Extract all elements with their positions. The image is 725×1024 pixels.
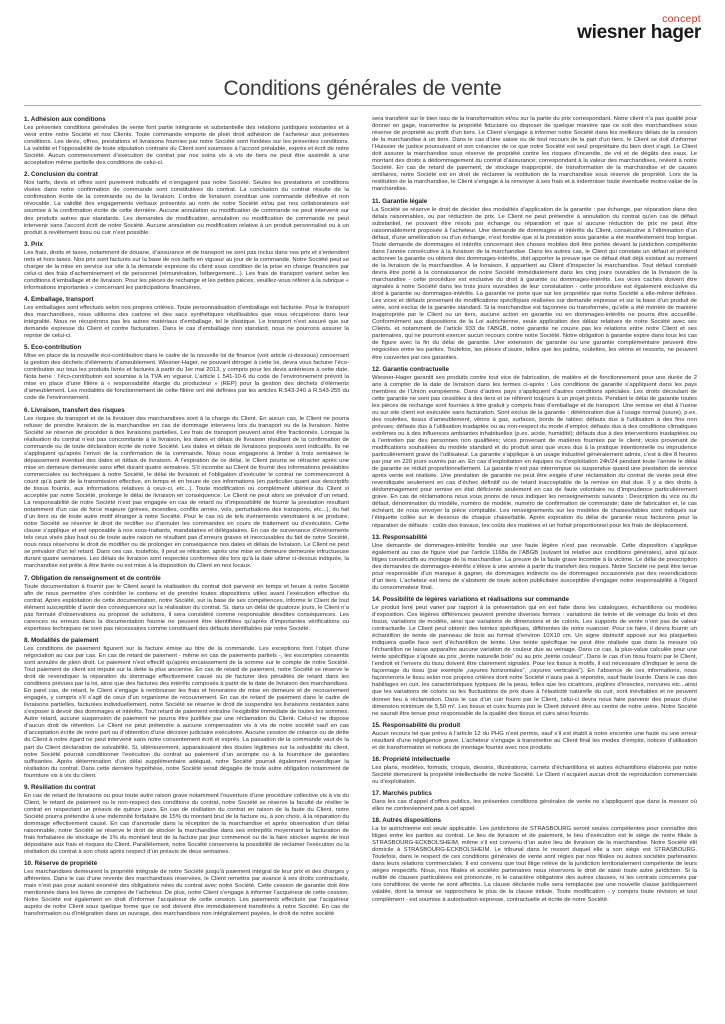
section-text: La Société se réserve le droit de décider des modalités d’application de la garantie : par échange, par réparation dans des délais raisonnables, ou par réduction de prix. Le Client ne peut prétendre à annulation du contrat qu’en cas de défaut substantiel, ne pouvant être résolu par échange ou réparation et que si aucune réduction de prix ne peut être raisonnablement proposée à l’acheteur. Une demande de dommages et intérêts du Client, consécutive à l’élimination d’un défaut, d’une amélioration ou d’un échange, n’est fondée que si la prestation sous garantie a été manifestement trop longue. Toute demande de dommages et intérêts concernant des choses mobiles doit être portée devant la juridiction compétente dans l’année consécutive à la livraison de la marchandise. Dans les autres cas, le Client qui constate un défaut et prétend actionner la garantie ou obtenir des dommages-intérêts, doit apporter la preuve que ce défaut était déjà existant au moment de la livraison de la marchandise. À la livraison, il appartient au Client d’inspecter la marchandise. Tout défaut constaté devra être porté à la connaissance de notre Société immédiatement dans les cinq jours ouvrables de la livraison de la marchandise - cette procédure est exclusive du droit à garantie ou dommages-intérêts. Les vices cachés doivent être signalés à notre Société dans les trois jours ouvrables de leur constatation - cette procédure est également exclusive du droit à garantie ou dommages-intérêts. La garantie ne porte que sur les propriétés que notre Société a elle-même définies. Les vices et défauts provenant de modifications spécifiques réalisées sur demande expresse et sur la base d’un produit de série, sont exclus de la garantie standard. Si la marchandise est façonnée ou transformée, qu’elle a été montée de manière inappropriée par le Client ou un tiers, aucune action en garantie ou en dommages-intérêts ne pourra être accueillie. Conformément aux dispositions de la Loi autrichienne, seule application des délais relatives de notre Société avec ses Clients, et notamment de l’article 933 de l’ABGB, notre garantie ne couvre pas les relations entre notre Client et ses partenaires, qui ne pourront exercer aucun recours contre notre Société. Notre obligation à garantie expire dans tous les cas de figure avec la fin du délai de garantie. Une extension de garantie ou une garantie complémentaire peuvent être négociées entre les parties. Toutefois, les pièces d’usure, telles que les patins, roulettes, les vérins et ressorts, ne peuvent être couvertes par ces garanties. (372, 206, 697, 361)
terms-section (372, 790, 697, 813)
section-heading: 7. Obligation de renseignement et de contrôle (24, 574, 161, 582)
title-divider (24, 105, 701, 106)
section-heading: 9. Résiliation du contrat (24, 783, 96, 791)
section-heading: 8. Modalités de paiement (24, 636, 99, 644)
section-text: Une demande de dommages-intérêts fondée sur une faute légère n’est pas recevable. Cette disposition s’applique également au cas de figure visé par l’article 1168a de l’ABGB (suivant loi relative aux conditions générales), ainsi qu’aux litiges consécutifs au montage de la marchandise. La preuve de la faute grave incombe à la victime. Le délai de prescription des demandes de dommages-intérêts s’élève à une année à partir du transfert des risques. Notre Société ne peut être tenue pour responsable d’un manque à gagner, de dommages indirects ou de dommages occasionnés par des revendications d’un tiers. L’acheteur est tenu de s’abstenir de toute action publicitaire susceptible d’engager notre responsabilité à l’égard du consommateur final. (372, 542, 697, 591)
terms-section (372, 722, 697, 752)
section-text: Aucun recours tel que prévu à l’article 12 du PHG n’est permis, sauf s’il est établi à notre encontre une faute ou une erreur résultant d’une négligence grave. L’acheteur s’engage à transmettre au Client final les modes d’emploi, notices d’utilisation et de transformation et notices de montage fournis avec nos produits. (372, 730, 697, 751)
section-text: Nos tarifs, devis et offres sont purement indicatifs et n’engagent pas notre Société. Seules les prestations et conditions visées dans notre confirmation de commande sont constitutives du contrat. La conclusion du contrat résulte de la confirmation écrite de la commande ou de la livraison. L’ordre de livraison constitue une commande définitive et non révocable. La validité des engagements verbaux présentés au nom de notre Société et/ou par nos collaborateurs est soumise à la confirmation écrite de cette dernière. Aucune annulation ou modification de commande ne peut intervenir sur des produits autres que standards. Les demandes de modification, annulation ou modification de commande ne peut intervenir sans l’accord écrit de notre Société. Aucune annulation ou modification relative à un produit personnalisé ou à un produit à revêtement tissu ou cuir n’est possible. (24, 180, 349, 236)
section-heading: 17. Marchés publics (372, 789, 432, 797)
section-text: Le produit livré peut varier par rapport à la présentation qui en est faite dans les catalogues, échantillons ou modèles d’exposition. Ces légères différences peuvent prendre diverses formes : variations de teinte et de veinage du bois et des tissus, variations de modèle, ainsi que variations de dimensions et de coloris. Les supports de vente n’ont pas de valeur contractuelle. Le Client peut obtenir des teintes spécifiques, différentes de notre nuancier. Pour ce faire, il devra fournir un échantillon de teinte de panneau de bois au format d’environ 10X10 cm. Un signe distinctif apposé sur les plaquettes indiquera quelle face sert d’échantillon de teinte. Une teinte spécifique ne peut être réalisée que dans la mesure où l’échantillon ne laisse apparaître aucune variation de couleur due au veinage. Dans ce cas, la plus-value calculée pour une teinte spécifique s’ajoute au prix „teinte naturelle bois“ ou au prix „teinte couleur“. Dans le cas d’un tissu fourni par le Client, l’endroit et l’envers du tissu doivent être clairement signalés. Pour les tissus à motifs, il est nécessaire d’indiquer le sens de façonnage du tissu (par exemple „rayures horizontales“, „rayures verticales“). En l’absence de ces informations, nous façonnerons le tissu selon nos propres critères dont notre Société n’aura pas à répondre, sauf faute lourde. Dans le cas des habillages en cuir, les caractéristiques typiques de la peau, telles que les cicatrices, piqûres d’insectes, nervures etc...ainsi que les variations de coloris ou les fluctuations de prix dues à l’élasticité naturelle du cuir, sont inévitables et ne peuvent donner lieu à réclamation. Dans le cas d’un cuir fourni par le Client, celui-ci devra nous faire parvenir des peaux d’une dimension minimum de 5,50 m². Les tissus et cuirs fournis par le Client doivent être au centre de notre usine. Notre Société ne saurait être tenue pour responsable de la qualité des tissus et cuirs ainsi fournis. (372, 604, 697, 717)
terms-section (24, 296, 349, 340)
section-heading: 11. Garantie légale (372, 197, 428, 205)
section-text: En cas de retard de livraisons ou pour toute autre raison grave notamment l’ouverture d’une procédure collective vis à vis du Client, le retard de paiement ou le non-respect des conditions du contrat, notre Société se réserve la faculté de résilier le contrat en respectant un préavis de quinze jours. En cas de résiliation du contrat en raison de la faute du Client, notre Société pourra prétendre à une indemnité forfaitaire de 15% du montant brut de la facture ou, à son choix, à la réparation du dommage effectivement causé. En cas d’anomalie dans la réception de la marchandise et après observation d’un délai raisonnable, notre Société se réserve le droit de stocker la marchandise dans ses entrepôts moyennant la facturation de frais forfaitaires de stockage de 1% du montant brut de la facture par jour commencé ou de la faire stocker auprès de tout dépositaire aux frais et risques du Client. Parallèlement, notre Société conservera la possibilité de réclamer l’exécution ou la résiliation du contrat à son choix après respect d’un préavis de deux semaines. (24, 792, 349, 856)
section-text: Les conditions de paiement figurent sur la facture émise au titre de la commande. Les exceptions font l’objet d’une négociation au cas par cas. En cas de retard de paiement - même en cas de paiements partiels -, les escomptes consentis sont annulés de plein droit. Le paiement n’est effectif qu’après encaissement de la somme sur le compte de notre Société. Tout paiement de client est imputé sur la dette la plus ancienne. En cas de retard de paiement, notre Société se réserve le droit de revendiquer la réparation du dommage effectivement causé ou de facturer des pénalités de retard dans les conditions prévues par la loi, ainsi que des factures des intérêts composés à partir de la date de livraison des marchandises. En parel cas, de retard, le Client s’engage à rembourser les frais et honoraires de mise en demeure et de recouvrement engagés, y compris s’il s’agit de ceux d’un organisme de recouvrement. En cas de retard de paiement dans le cadre de livraisons partielles, facturées individuellement, notre Société se réserve le droit de suspendre les livraisons restantes sans s’exposer à devoir des dommages et intérêts. Tout retard de paiement entraîne l’exigibilité immédiate de toutes les sommes. Autre retard, aucune suspension de paiement ne pourra être justifiée par une réclamation du Client. Celui-ci ne dispose d’aucun droit de rétention. Le Client ne peut prétendre à aucune compensation vis à vis de notre société sauf en cas d’acceptation écrite de notre part ou d’obtention d’une décision judiciaire exécutoire. Aucune cession de créance ou de dette du Client à notre égard ne peut intervenir sans notre consentement écrit et exprès. La passation de la commande vaut de la part du Client déclaration de solvabilité. Si, ultérieurement, apparaissaient des doutes légitimes sur la solvabilité du client, notre Société pourrait conditionner l’exécution du contrat au paiement d’un acompte ou à la fourniture de garanties suffisantes. Après détermination d’un délai supplémentaire adéquat, notre Société pourrait également revendiquer la résiliation du contrat. Dans cette dernière hypothèse, notre Société serait dégagée de toute autre obligation notamment de fourniture vis à vis du client. (24, 645, 349, 779)
section-heading: 15. Responsabilité du produit (372, 721, 461, 729)
section-heading: 2. Conclusion du contrat (24, 171, 98, 179)
terms-section (24, 407, 349, 571)
left-column (24, 116, 349, 1016)
section-heading: 3. Prix (24, 240, 43, 248)
section-text: Wiesner-Hager garantit ses produits contre tout vice de fabrication, de matière et de fonctionnement pour une durée de 2 ans à compter de la date de livraison dans les termes ci-après : Les conditions de garantie s’appliquent dans les pays membres de l’Union européenne. Dans d’autres pays s’appliquent d’autres conditions spéciales. Les droits découlant de cette garantie ne sont pas cessibles à des tiers et se réfèrent toujours à un projet précis. Pendant le délai de garantie toutes les pièces de rechange sont fournies à titre gratuit y compris frais d’emballage et de transport. Une remise en état à l’usine ou sur site client est exécutée sans facturation. Sont exclus de la garantie : détérioration due à l’usage normal (usure), p.ex. des roulettes, tissus d’ameublement, vérins à gaz, surfaces, bords de tables; défauts dus à l’utilisation à des fins non prévues; défauts dus à l’utilisation inadaptée ou au non-respect du mode d’emploi; défauts dus à des conditions climatiques extrêmes ou à des influences ambiantes inhabituelles (p.ex. acide, humidité); défauts dus à des interventions inadaptées ou à l’entretien par des personnes non qualifiées; vices provenant de matières fournies par le client; vices provenant de modifications souhaitées du modèle standard et du produit ainsi que vices dus à la pratique intentionnelle ou imprudence particulièrement grave de l’utilisateur. La garantie s’applique à un usage industriel généralement admis, c’est à dire 8 heures par jour en 220 jours ouvrés par an. En cas d’exploitation en équipes ou d’exploitation 24h/24 pendant toute l’année le délai de garantie se réduit proportionnellement. La garantie n’est pas interrompue ou suspendue quand une prestation de service après vente est réalisée. Une prestation de garantie ne peut être exigée d’une réclamation du contrat de vente peut être revendiquée seulement en cas d’échec définitif ou de retard inacceptable de la remise en état due. Il y a des droits à dédommagement pour remise en état déficiente seulement en cas de faute volontaire ou d’imprudence particulièrement grave. En cas de réclamations nous vous prions de nous indiquer les renseignements suivants : Description du vice ou du défaut, dénomination du modèle, numéro de modèle, numéro de confirmation de commande; date de fabrication et, le cas échéant, de nous envoyer la pièce comptable. Les renseignements sur les modèles de chaises/tables sont indiqués sur l’étiquette collée sur le dessous de chaque chaise/table. Après expiration du délai de garantie nous facturons pour la réparation de défauts : coûts des travaux, les coûts des matières et un forfait proportionnel pour les frais de déplacement. (372, 374, 697, 529)
section-text: Dans les cas d’appel d’offres publics, les présentes conditions générales de vente ne s’appliquent que dans la mesure où elles ne contreviennent pas à cet appel. (372, 798, 697, 812)
section-heading: 4. Emballage, transport (24, 295, 94, 303)
section-text: Mise en place de la nouvelle éco-contribution dans le cadre de la nouvelle loi de finance (voir article ci-dessous) concernant la gestion des déchets d’éléments d’ameublement. Wiesner-Hager, ne pouvant déroger à cette loi, devra vous facturer l’éco-contribution sur tous les produits livrés et facturés à partir du 1er mai 2013, y compris pour les devis antérieurs à cette date. Nota bene : l’éco-contribution est soumise à la TVA en vigueur. L’article L 541-10-6 du code de l’environnement prévoit la mise en place d’une filière à « responsabilité élargie du producteur » (REP) pour la gestion des déchets d’éléments d’ameublement. Les modalités de fonctionnement de cette filière ont été définies par les articles R.543-240 à R.543-255 du code de l’environnement. (24, 353, 349, 402)
terms-section (24, 116, 349, 167)
section-text: Toute documentation à fournir par le Client avant la réalisation du contrat doit parvenir en temps et heure à notre Société afin de nous permettre d’en contrôler le contenu et de prendre toutes dispositions utiles avant l’exécution effective du contrat. Après exploitation de cette documentation, notre Société, sur la base de ses compétences, informe le Client de tout élément susceptible d’avoir des conséquences sur la réalisation du contrat. Si, dans un délai de quatorze jours, le Client n’a pas formulé d’observations ou proposé de solutions, il sera considéré comme responsable desdites conséquences. Les carences ou erreurs dans la documentation fournie ne peuvent être identifiées qu’après d’importantes vérifications ou expertises techniques ne sont pas nécessaires comme constituant des défauts identifiables par notre Société. (24, 583, 349, 632)
section-text: Les frais, droits et taxes, notamment de douane, d’assurance et de transport ne sont pas inclus dans nos prix et s’entendent nets et hors taxes. Nos prix sont facturés sur la base de nos tarifs en vigueur au jour de la commande. Notre Société peut se charger de la mise en service sur site à la demande expresse du client sous condition de la prise en charge financière par celui-ci des frais d’acheminement et de personnel (rémunération, hébergement...). Les frais de transport varient selon les conditions d’emballage et de livraison. Pour les pièces de rechange et les petites pièces, veuillez-vous référer à la rubrique « informations importantes » concernant les participations financières. (24, 249, 349, 291)
section-text: Les risques du transport et de la livraison des marchandises sont à la charge du Client. En aucun cas, le Client ne pourra refuser de prendre livraison de la marchandise en cas de dommage intervenu lors du transport ou de la livraison. Notre Société se réserve de procéder à des livraisons partielles. Les frais de transport peuvent ainsi être fractionnés. Lorsque la réalisation du contrat n’est pas concomitante à la livraison, les dates et délais de livraison résultant de la confirmation de commande ou de toute déclaration écrite de notre Société. Les dates et délais de livraisons proposés sont indicatifs. Ils ne s’appliquent qu’après l’envoi de la confirmation de la commande. Nous nous engageons à limiter à trois semaines le dépassement éventuel des dates et délais de livraison. À l’expiration de ce délai, le Client pourra se rétracter après une mise en demeure demeurée sans effet durant quatre semaines. S’il incombe au Client de fournir des informations préalables commerciales ou techniques à notre Société, le délai de livraison et l’obligation d’exécuter le contrat ne commenceront à courir qu’à partir de la transmission effective, en temps et en heure de ces informations (en particulier quant aux descriptifs de tissus fournis, aux informations relatives à ceux-ci, etc...). Toute modification ou complément ultérieur du Client si acceptée par notre Société, prolonge le délai de livraison en conséquence. Le Client ne peut alors se prévaloir d’un retard. La responsabilité de notre Société n’est pas engagée en cas de retard ou d’impossibilité de fournir la prestation résultant notamment d’un cas de force majeure (grèves, incendies, conflits armés, vols, perturbations des transports, etc...), du fait d’un tiers ou de toute autre motif étranger à notre Société. Pour le cas où de tels événements viendraient à se produire, notre Société se réserve le droit de rectifier ou d’annuler les commandes en cours de traitement ou d’exécution. Cette clause s’applique et est opposable à nos sous-traitants, mandataires et délégataires. En cas de survenance d’événements tels ceux visés plus haut ou de toute autre raison ne résultant pas d’erreurs graves et inexcusables du fait de notre Société, nous nous réservons le droit de modifier ou de prolonger en conséquence nos dates et délais de livraison. Le Client ne peut se prévaloir d’un tel retard. Dans ces cas, toutefois, il peut se rétracter, après une mise en demeure demeurée infructueuse durant quatre semaines. Les délais de livraison sont respectés conformes dès lors qu’à la date ultime ci-dessus indiquée, la marchandise est prête à être livrée ou est mise à la disposition du Client en nos locaux. (24, 415, 349, 570)
section-text: Les emballages sont effectués selon nos propres critères. Toute personnalisation d’emballage est facturée. Pour le transport des marchandises, nous utilisons des cartons et des sacs synthétiques réutilisables que nous récupérons dans leur intégralité. Nous ne récupérons pas les autres matériaux d’emballage, tel le plastique. Le transport n’est assuré que sur demande expresse du Client et contre facturation. Dans le cas d’emballage non standard, nous ne pourrons assurer la reprise de celui-ci. (24, 304, 349, 340)
section-text: La loi autrichienne est seule applicable. Les juridictions de STRASBOURG seront seules compétentes pour connaître des litiges entre les parties au contrat. Le lieu de livraison et de paiement, le lieu d’exécution est le siège de notre filiale à STRASBOURG-ECKBOLSHEIM, même s’il est convenu d’un autre lieu de livraison de la marchandise. Notre Société élit domicile à STRASBOURG-ECKBOLSHEIM. Le tribunal dans le ressort duquel elle a son siège est STRASBOURG. Toutefois, dans le respect de ces conditions générales de vente sont régies par nos filiales ou autres sociétés partenaires dans leurs relations commerciales. Il est convenu que tout litige relève de la juridiction territorialement compétente de leurs sièges respectifs. Nous, nos filiales et sociétés partenaires nous réservons le droit de saisir toute autre juridiction. Si la nullité de clauses particulières est prononcée, ni le caractère obligatoire des autres clauses, ni les contrats concernés par ces conditions de vente ne sont affectés. La clause déclarée nulle sera remplacée par une nouvelle clause juridiquement valable, dont la teneur se rapprochera le plus de la clause initiale. Toute modification - y compris toute révision et tout complément - est soumise à autorisation expresse, contractuelle et écrite de notre Société. (372, 826, 697, 903)
terms-section (372, 596, 697, 718)
terms-section (24, 860, 349, 918)
terms-section (372, 756, 697, 786)
right-column (372, 116, 697, 1016)
section-heading: 5. Eco-contribution (24, 344, 82, 352)
section-heading: 16. Propriété intellectuelle (372, 755, 451, 763)
section-heading: 13. Responsabilité (372, 533, 428, 541)
section-heading: 6. Livraison, transfert des risques (24, 406, 125, 414)
section-text: sera transféré sur le bien issu de la transformation et/ou sur la partie du prix correspondant. Notre client n’a pas qualité pour donner en gage, transmettre la propriété fiduciaire ou disposer de quelque manière que ce soit des marchandises sous réserve de propriété au profit d’un tiers. Le Client s’engage à informer notre Société dans les meilleurs délais de la cession de la marchandise à un tiers. Dans le cas d’une saisie ou de tout recours de la part d’un tiers, le Client se doit d’informer l’Huissier de justice poursuivant et son créancier de ce que notre Société est seul propriétaire du bien dont s’agit. Le Client doit assurer la marchandise sous réserve de propriété contre les risques d’incendie, de vol et de dégâts des eaux. Le montant des droits à dédommagement du contrat d’assurance; correspondant à la valeur des marchandises, revient à notre Société. En cas de retard de paiement, de stockage inapproprié, de transformation de la marchandise et de causes similaires, notre Société est en droit de réclamer la restitution de la marchandise sous réserve de propriété. Lors de la restitution de la marchandise, le Client s’engage à la renvoyer à ses frais et à indemniser toute éventuelle moins-value de la marchandise. (372, 116, 697, 193)
terms-section (24, 171, 349, 236)
section-text: Les présentes conditions générales de vente font partie intégrante et substantielle des relations juridiques existantes et à venir entre notre Société et nos Clients. Toute commande emporte de plein droit adhésion de l’acheteur aux présentes conditions. Les devis, offres, prestations et livraisons fournies par notre Société sont fondées sur les présentes conditions. La validité et l’opposabilité de toute stipulation contraire du Client sont soumises à l’accord préalable, exprès et écrit de notre Société. Aucun commencement d’exécution de contrat par nos soins vis à vis de tiers ne peut être assimilé à une acceptation même partielle des conditions de celui-ci. (24, 125, 349, 167)
section-text: Les plans, modèles, formats, croquis, dessins, illustrations, carnets d’échantillons et autres échantillons élaborés par notre Société demeurent la propriété intellectuelle de notre Société. Le Client n’acquiert aucun droit de reproduction commerciale ou d’exploitation. (372, 764, 697, 785)
terms-section (24, 784, 349, 856)
section-heading: 12. Garantie contractuelle (372, 365, 449, 373)
terms-section (24, 575, 349, 633)
terms-section (372, 817, 697, 904)
page-title: Conditions générales de vente (223, 77, 502, 100)
section-heading: 1. Adhésion aux conditions (24, 116, 106, 123)
logo-tagline: concept (662, 13, 701, 25)
logo-brand: wiesner hager (577, 22, 701, 43)
section-heading: 14. Possibilité de légères variations et réalisations sur commande (372, 595, 570, 603)
section-text: Les marchandises demeurent la propriété intégrale de notre Société jusqu’à paiement intégral de leur prix et des charges y afférentes. Dans le cas d’une revente des marchandises réservées, le Client remettra par avance à ses droits contractuels, mais n’est pas pour autant exonéré des obligations nées du contrat avec notre Société. Cette cession de garantie doit être mentionnée dans les livres de comptes de l’acheteur. De plus, notre Client s’engage à informer l’acquéreur de cette cession. Notre Société est également en droit d’informer l’acquéreur de cette cession. Les paiements effectués par l’acquéreur auprès de notre Client sous quelque forme que ce soit doivent être immédiatement transférés à notre Société. En cas de transformation ou d’intégration dans un ouvrage, des marchandises non intégralement payées, le droit de notre société (24, 869, 349, 918)
terms-section (372, 366, 697, 530)
terms-section (24, 344, 349, 402)
section-heading: 18. Autres dispositions (372, 817, 442, 825)
terms-section (24, 637, 349, 780)
terms-section (372, 534, 697, 592)
section-heading: 10. Réserve de propriété (24, 860, 98, 868)
terms-section (24, 241, 349, 292)
terms-section (372, 198, 697, 362)
company-logo (577, 14, 701, 42)
terms-section (372, 116, 697, 194)
